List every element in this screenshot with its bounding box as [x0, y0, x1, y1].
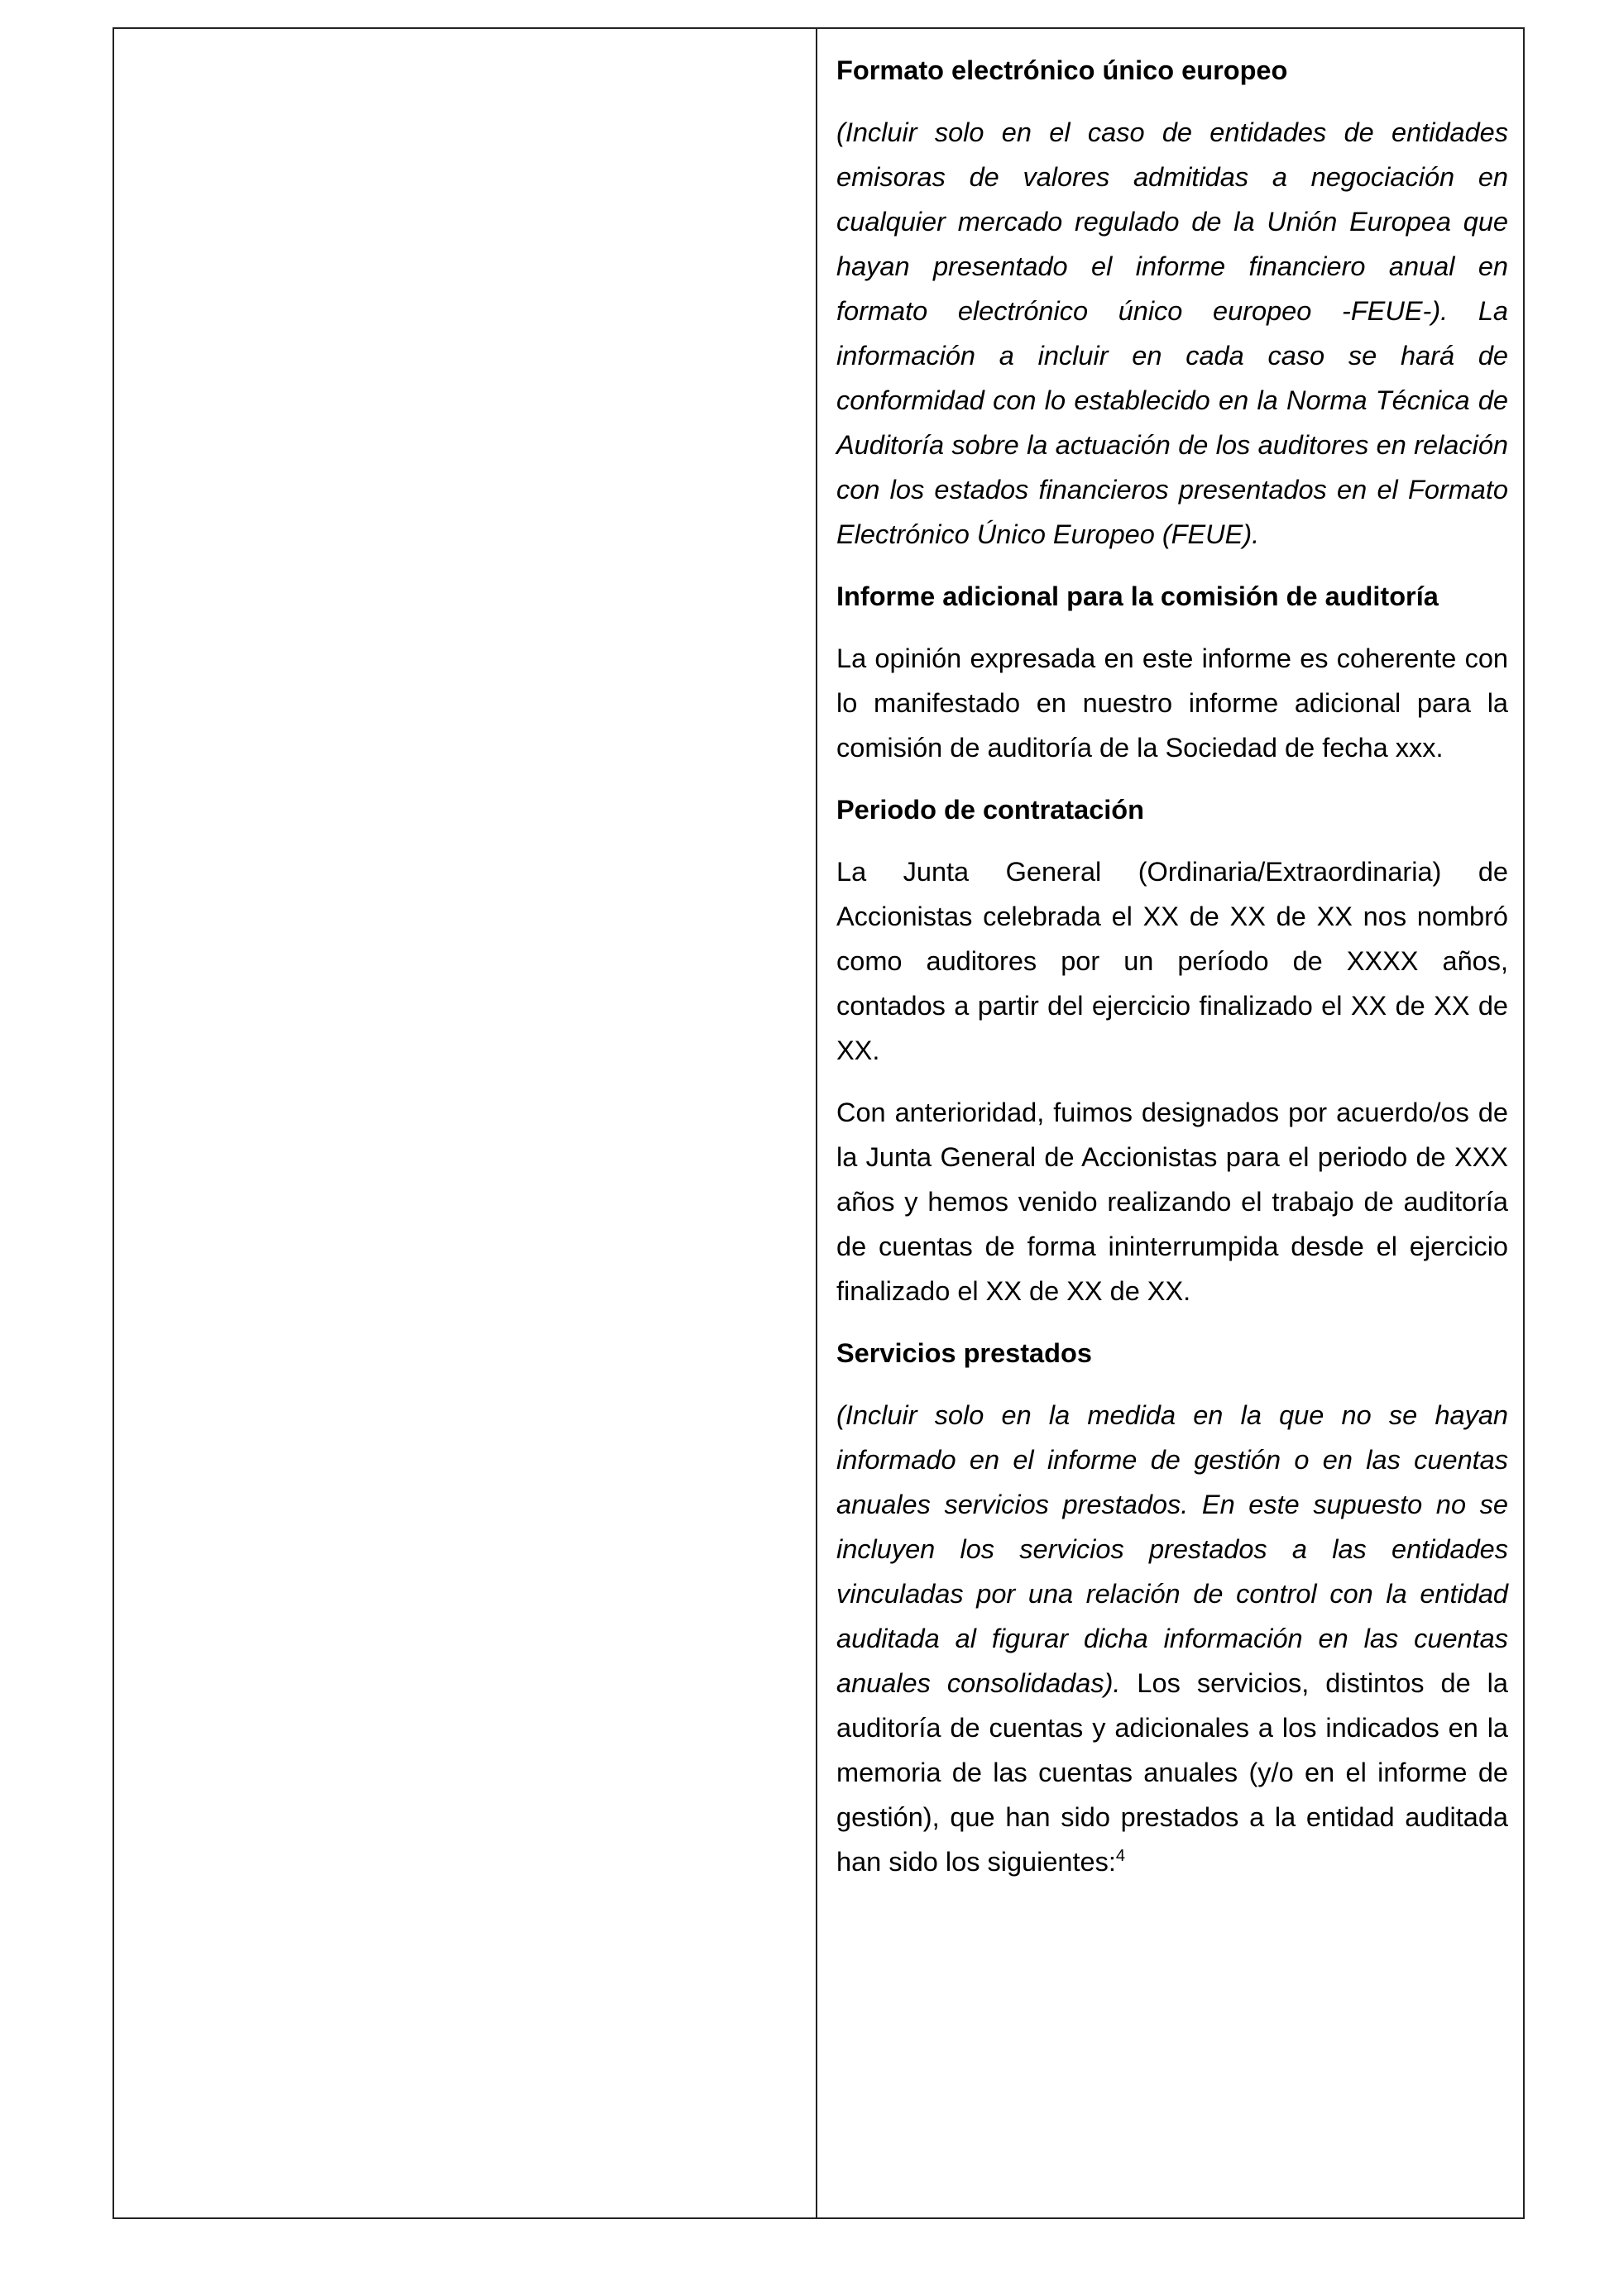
paragraph-servicios [836, 1393, 1508, 1884]
heading-feue: Formato electrónico único europeo [836, 55, 1288, 85]
heading-periodo-contratacion: Periodo de contratación [836, 795, 1145, 825]
right-cell [836, 48, 1508, 1901]
column-divider [816, 27, 817, 2219]
paragraph-periodo-1: La Junta General (Ordinaria/Extraordinaria) de Accionistas celebrada el XX de XX de XX nos nombró como auditores por un período de XXXX años, contados a partir del ejercicio finalizado el XX de XX de XX. [836, 857, 1508, 1065]
servicios-italic-note: (Incluir solo en la medida en la que no se hayan informado en el informe de gestión o en las cuentas anuales servicios prestados. En este supuesto no se incluyen los servicios prestados a las entidades vinculadas por una relación de control con la entidad auditada al figurar dicha información en las cuentas anuales consolidadas). [836, 1400, 1508, 1698]
heading-informe-adicional: Informe adicional para la comisión de auditoría [836, 581, 1439, 611]
paragraph-informe-adicional: La opinión expresada en este informe es coherente con lo manifestado en nuestro informe adicional para la comisión de auditoría de la Sociedad de fecha xxx. [836, 643, 1508, 763]
servicios-text: Los servicios, distintos de la auditoría de cuentas y adicionales a los indicados en la memoria de las cuentas anuales (y/o en el informe de gestión), que han sido prestados a la entidad auditada han sido los siguientes: [836, 1668, 1508, 1877]
heading-servicios-prestados: Servicios prestados [836, 1338, 1092, 1368]
footnote-ref[interactable]: 4 [1115, 1847, 1125, 1866]
paragraph-feue: (Incluir solo en el caso de entidades de entidades emisoras de valores admitidas a negociación en cualquier mercado regulado de la Unión Europea que hayan presentado el informe financiero anual en formato electrónico único europeo -FEUE-). La información a incluir en cada caso se hará de conformidad con lo establecido en la Norma Técnica de Auditoría sobre la actuación de los auditores en relación con los estados financieros presentados en el Formato Electrónico Único Europeo (FEUE). [836, 117, 1508, 549]
paragraph-periodo-2: Con anterioridad, fuimos designados por acuerdo/os de la Junta General de Accionistas para el periodo de XXX años y hemos venido realizando el trabajo de auditoría de cuentas de forma ininterrumpida desde el ejercicio finalizado el XX de XX de XX. [836, 1098, 1508, 1306]
